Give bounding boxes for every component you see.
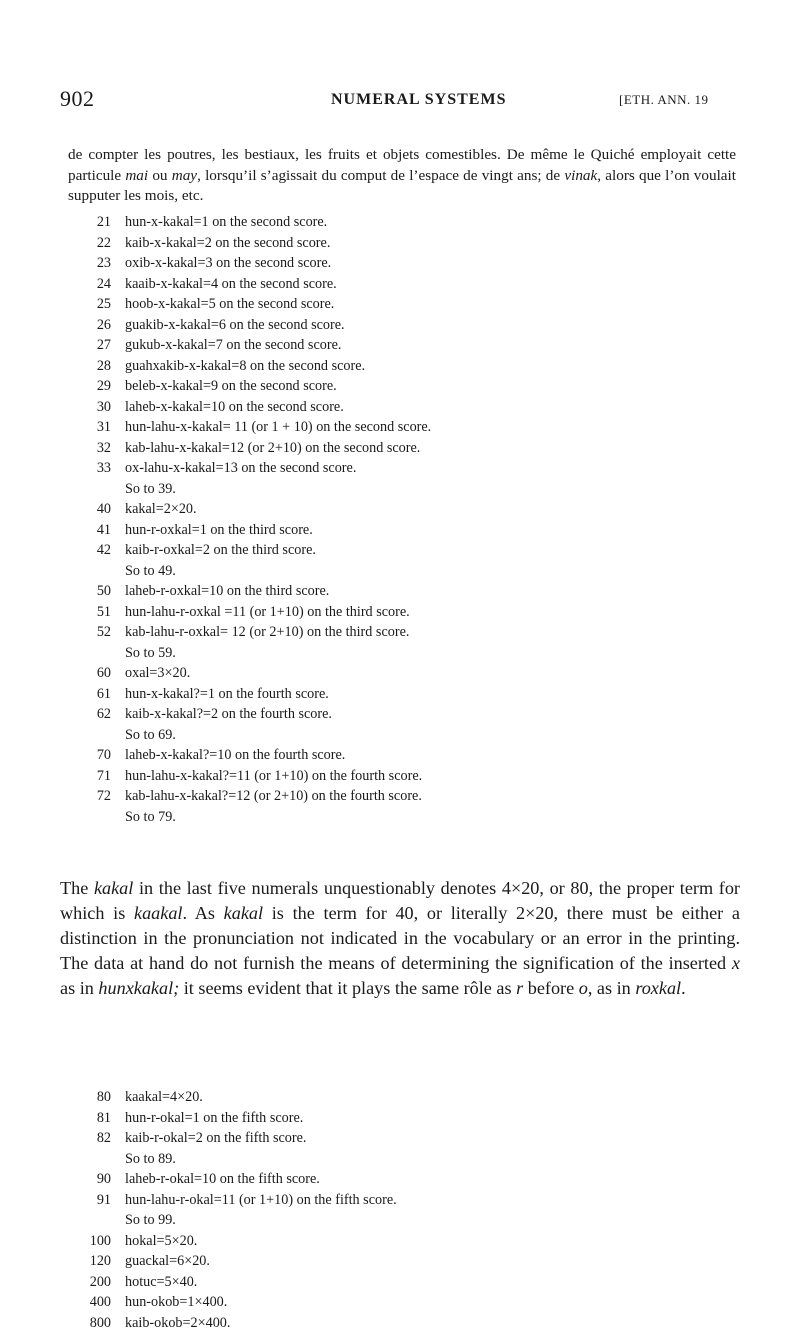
table-row [87, 622, 747, 643]
numeral-value: 100 [87, 1231, 111, 1252]
numeral-term: hun-lahu-x-kakal?=11 (or 1+10) on the fourth score. [125, 766, 422, 787]
para-text: before [523, 978, 579, 998]
numeral-value: 28 [87, 356, 111, 377]
intro-italic: mai [125, 167, 148, 184]
numeral-value: 42 [87, 540, 111, 561]
para-text: in the last five numerals unquestionably denotes 4×20, or 80, the proper term for which is [60, 878, 740, 923]
numeral-value: 90 [87, 1169, 111, 1190]
numeral-term: kaib-x-kakal?=2 on the fourth score. [125, 704, 332, 725]
numeral-term: hun-x-kakal?=1 on the fourth score. [125, 684, 329, 705]
numeral-value: 21 [87, 212, 111, 233]
numeral-term: hun-lahu-x-kakal= 11 (or 1 + 10) on the second score. [125, 417, 431, 438]
table-row [87, 438, 747, 459]
table-row [87, 786, 747, 807]
para-italic: r [516, 978, 523, 998]
table-row [87, 294, 747, 315]
numeral-value: 23 [87, 253, 111, 274]
table-row [87, 253, 747, 274]
para-italic: roxkal [635, 978, 681, 998]
numeral-term: ox-lahu-x-kakal=13 on the second score. [125, 458, 356, 479]
numeral-value: 31 [87, 417, 111, 438]
numeral-value: 26 [87, 315, 111, 336]
numeral-table-1 [87, 212, 747, 827]
table-row [87, 663, 747, 684]
numeral-term: laheb-x-kakal?=10 on the fourth score. [125, 745, 345, 766]
table-row [87, 356, 747, 377]
para-text: is the term for 40, or literally 2×20, there must be either a distinction in the pronunciation not indicated in the vocabulary or an error in the printing. The data at hand do not furnish the means of determining the signification of the inserted [60, 903, 740, 973]
numeral-value: 800 [87, 1313, 111, 1333]
table-row [87, 643, 747, 664]
table-row [87, 1272, 747, 1293]
numeral-value: 81 [87, 1108, 111, 1129]
numeral-value: 40 [87, 499, 111, 520]
numeral-term: So to 99. [125, 1210, 176, 1231]
numeral-value: 29 [87, 376, 111, 397]
numeral-value: 60 [87, 663, 111, 684]
numeral-term: So to 39. [125, 479, 176, 500]
para-italic: kaakal [134, 903, 182, 923]
numeral-term: hun-x-kakal=1 on the second score. [125, 212, 327, 233]
table-row [87, 458, 747, 479]
numeral-term: hun-lahu-r-oxkal =11 (or 1+10) on the third score. [125, 602, 410, 623]
numeral-term: So to 79. [125, 807, 176, 828]
table-row [87, 335, 747, 356]
numeral-value: 400 [87, 1292, 111, 1313]
para-text: . As [182, 903, 223, 923]
table-row [87, 1087, 747, 1108]
numeral-value: 200 [87, 1272, 111, 1293]
numeral-value: 52 [87, 622, 111, 643]
running-title: NUMERAL SYSTEMS [331, 91, 506, 109]
intro-italic: vinak [564, 167, 597, 184]
para-text: . [681, 978, 686, 998]
numeral-term: laheb-x-kakal=10 on the second score. [125, 397, 344, 418]
table-row [87, 1190, 747, 1211]
numeral-term: kakal=2×20. [125, 499, 197, 520]
numeral-term: So to 69. [125, 725, 176, 746]
numeral-term: kaakal=4×20. [125, 1087, 203, 1108]
numeral-term: hun-lahu-r-okal=11 (or 1+10) on the fifth score. [125, 1190, 397, 1211]
table-row [87, 561, 747, 582]
numeral-term: kaib-okob=2×400. [125, 1313, 230, 1333]
numeral-term: So to 49. [125, 561, 176, 582]
table-row [87, 376, 747, 397]
numeral-term: gukub-x-kakal=7 on the second score. [125, 335, 341, 356]
numeral-term: hotuc=5×40. [125, 1272, 197, 1293]
table-row [87, 233, 747, 254]
table-row [87, 1169, 747, 1190]
para-text: , as in [588, 978, 636, 998]
intro-italic: may [172, 167, 197, 184]
numeral-term: oxib-x-kakal=3 on the second score. [125, 253, 331, 274]
para-italic: kakal [94, 878, 133, 898]
table-row [87, 1251, 747, 1272]
para-text: as in [60, 978, 98, 998]
table-row [87, 745, 747, 766]
numeral-table-2 [87, 1087, 747, 1333]
numeral-value: 120 [87, 1251, 111, 1272]
volume-tag: [ETH. ANN. 19 [619, 92, 709, 108]
para-italic: hunxkakal; [98, 978, 179, 998]
table-row [87, 397, 747, 418]
table-row [87, 540, 747, 561]
table-row [87, 1149, 747, 1170]
numeral-term: hun-okob=1×400. [125, 1292, 227, 1313]
numeral-term: kab-lahu-x-kakal=12 (or 2+10) on the second score. [125, 438, 420, 459]
table-row [87, 1128, 747, 1149]
running-header [0, 86, 800, 116]
numeral-term: laheb-r-okal=10 on the fifth score. [125, 1169, 320, 1190]
numeral-value: 71 [87, 766, 111, 787]
numeral-term: hun-r-okal=1 on the fifth score. [125, 1108, 303, 1129]
numeral-value: 70 [87, 745, 111, 766]
para-italic: x [732, 953, 740, 973]
table-row [87, 1231, 747, 1252]
numeral-value: 51 [87, 602, 111, 623]
numeral-term: guakib-x-kakal=6 on the second score. [125, 315, 345, 336]
numeral-value: 22 [87, 233, 111, 254]
numeral-term: So to 59. [125, 643, 176, 664]
para-text: it seems evident that it plays the same rôle as [179, 978, 516, 998]
numeral-term: So to 89. [125, 1149, 176, 1170]
table-row [87, 499, 747, 520]
table-row [87, 807, 747, 828]
numeral-value: 50 [87, 581, 111, 602]
numeral-term: laheb-r-oxkal=10 on the third score. [125, 581, 329, 602]
table-row [87, 602, 747, 623]
numeral-term: kaib-r-okal=2 on the fifth score. [125, 1128, 306, 1149]
table-row [87, 581, 747, 602]
numeral-value: 25 [87, 294, 111, 315]
para-text: The [60, 878, 94, 898]
table-row [87, 766, 747, 787]
numeral-term: guackal=6×20. [125, 1251, 210, 1272]
intro-text: ou [148, 167, 172, 184]
numeral-value: 62 [87, 704, 111, 725]
intro-text: , alors que l’on voulait supputer les mois, etc. [68, 167, 736, 205]
numeral-term: kab-lahu-x-kakal?=12 (or 2+10) on the fourth score. [125, 786, 422, 807]
numeral-term: kab-lahu-r-oxkal= 12 (or 2+10) on the third score. [125, 622, 409, 643]
table-row [87, 704, 747, 725]
numeral-value: 27 [87, 335, 111, 356]
numeral-value: 72 [87, 786, 111, 807]
numeral-value: 82 [87, 1128, 111, 1149]
table-row [87, 212, 747, 233]
table-row [87, 684, 747, 705]
numeral-term: hokal=5×20. [125, 1231, 197, 1252]
numeral-term: kaaib-x-kakal=4 on the second score. [125, 274, 337, 295]
table-row [87, 520, 747, 541]
numeral-term: oxal=3×20. [125, 663, 190, 684]
table-row [87, 417, 747, 438]
para-italic: o [579, 978, 588, 998]
numeral-value: 24 [87, 274, 111, 295]
numeral-term: beleb-x-kakal=9 on the second score. [125, 376, 337, 397]
table-row [87, 725, 747, 746]
table-row [87, 274, 747, 295]
numeral-value: 33 [87, 458, 111, 479]
numeral-value: 80 [87, 1087, 111, 1108]
numeral-term: guahxakib-x-kakal=8 on the second score. [125, 356, 365, 377]
intro-text: , lorsqu’il s’agissait du comput de l’espace de vingt ans; de [197, 167, 564, 184]
page-number: 902 [60, 86, 95, 112]
numeral-value: 30 [87, 397, 111, 418]
numeral-value: 61 [87, 684, 111, 705]
table-row [87, 479, 747, 500]
table-row [87, 1292, 747, 1313]
table-row [87, 1108, 747, 1129]
para-italic: kakal [224, 903, 263, 923]
numeral-value: 32 [87, 438, 111, 459]
numeral-term: kaib-x-kakal=2 on the second score. [125, 233, 330, 254]
body-paragraph [60, 876, 740, 1001]
intro-text: de compter les poutres, les bestiaux, les fruits et objets comestibles. De même le Quiché employait cette particule [68, 146, 736, 184]
numeral-term: kaib-r-oxkal=2 on the third score. [125, 540, 316, 561]
table-row [87, 315, 747, 336]
table-row [87, 1210, 747, 1231]
numeral-term: hoob-x-kakal=5 on the second score. [125, 294, 334, 315]
numeral-term: hun-r-oxkal=1 on the third score. [125, 520, 313, 541]
intro-paragraph [68, 145, 736, 207]
numeral-value: 91 [87, 1190, 111, 1211]
numeral-value: 41 [87, 520, 111, 541]
